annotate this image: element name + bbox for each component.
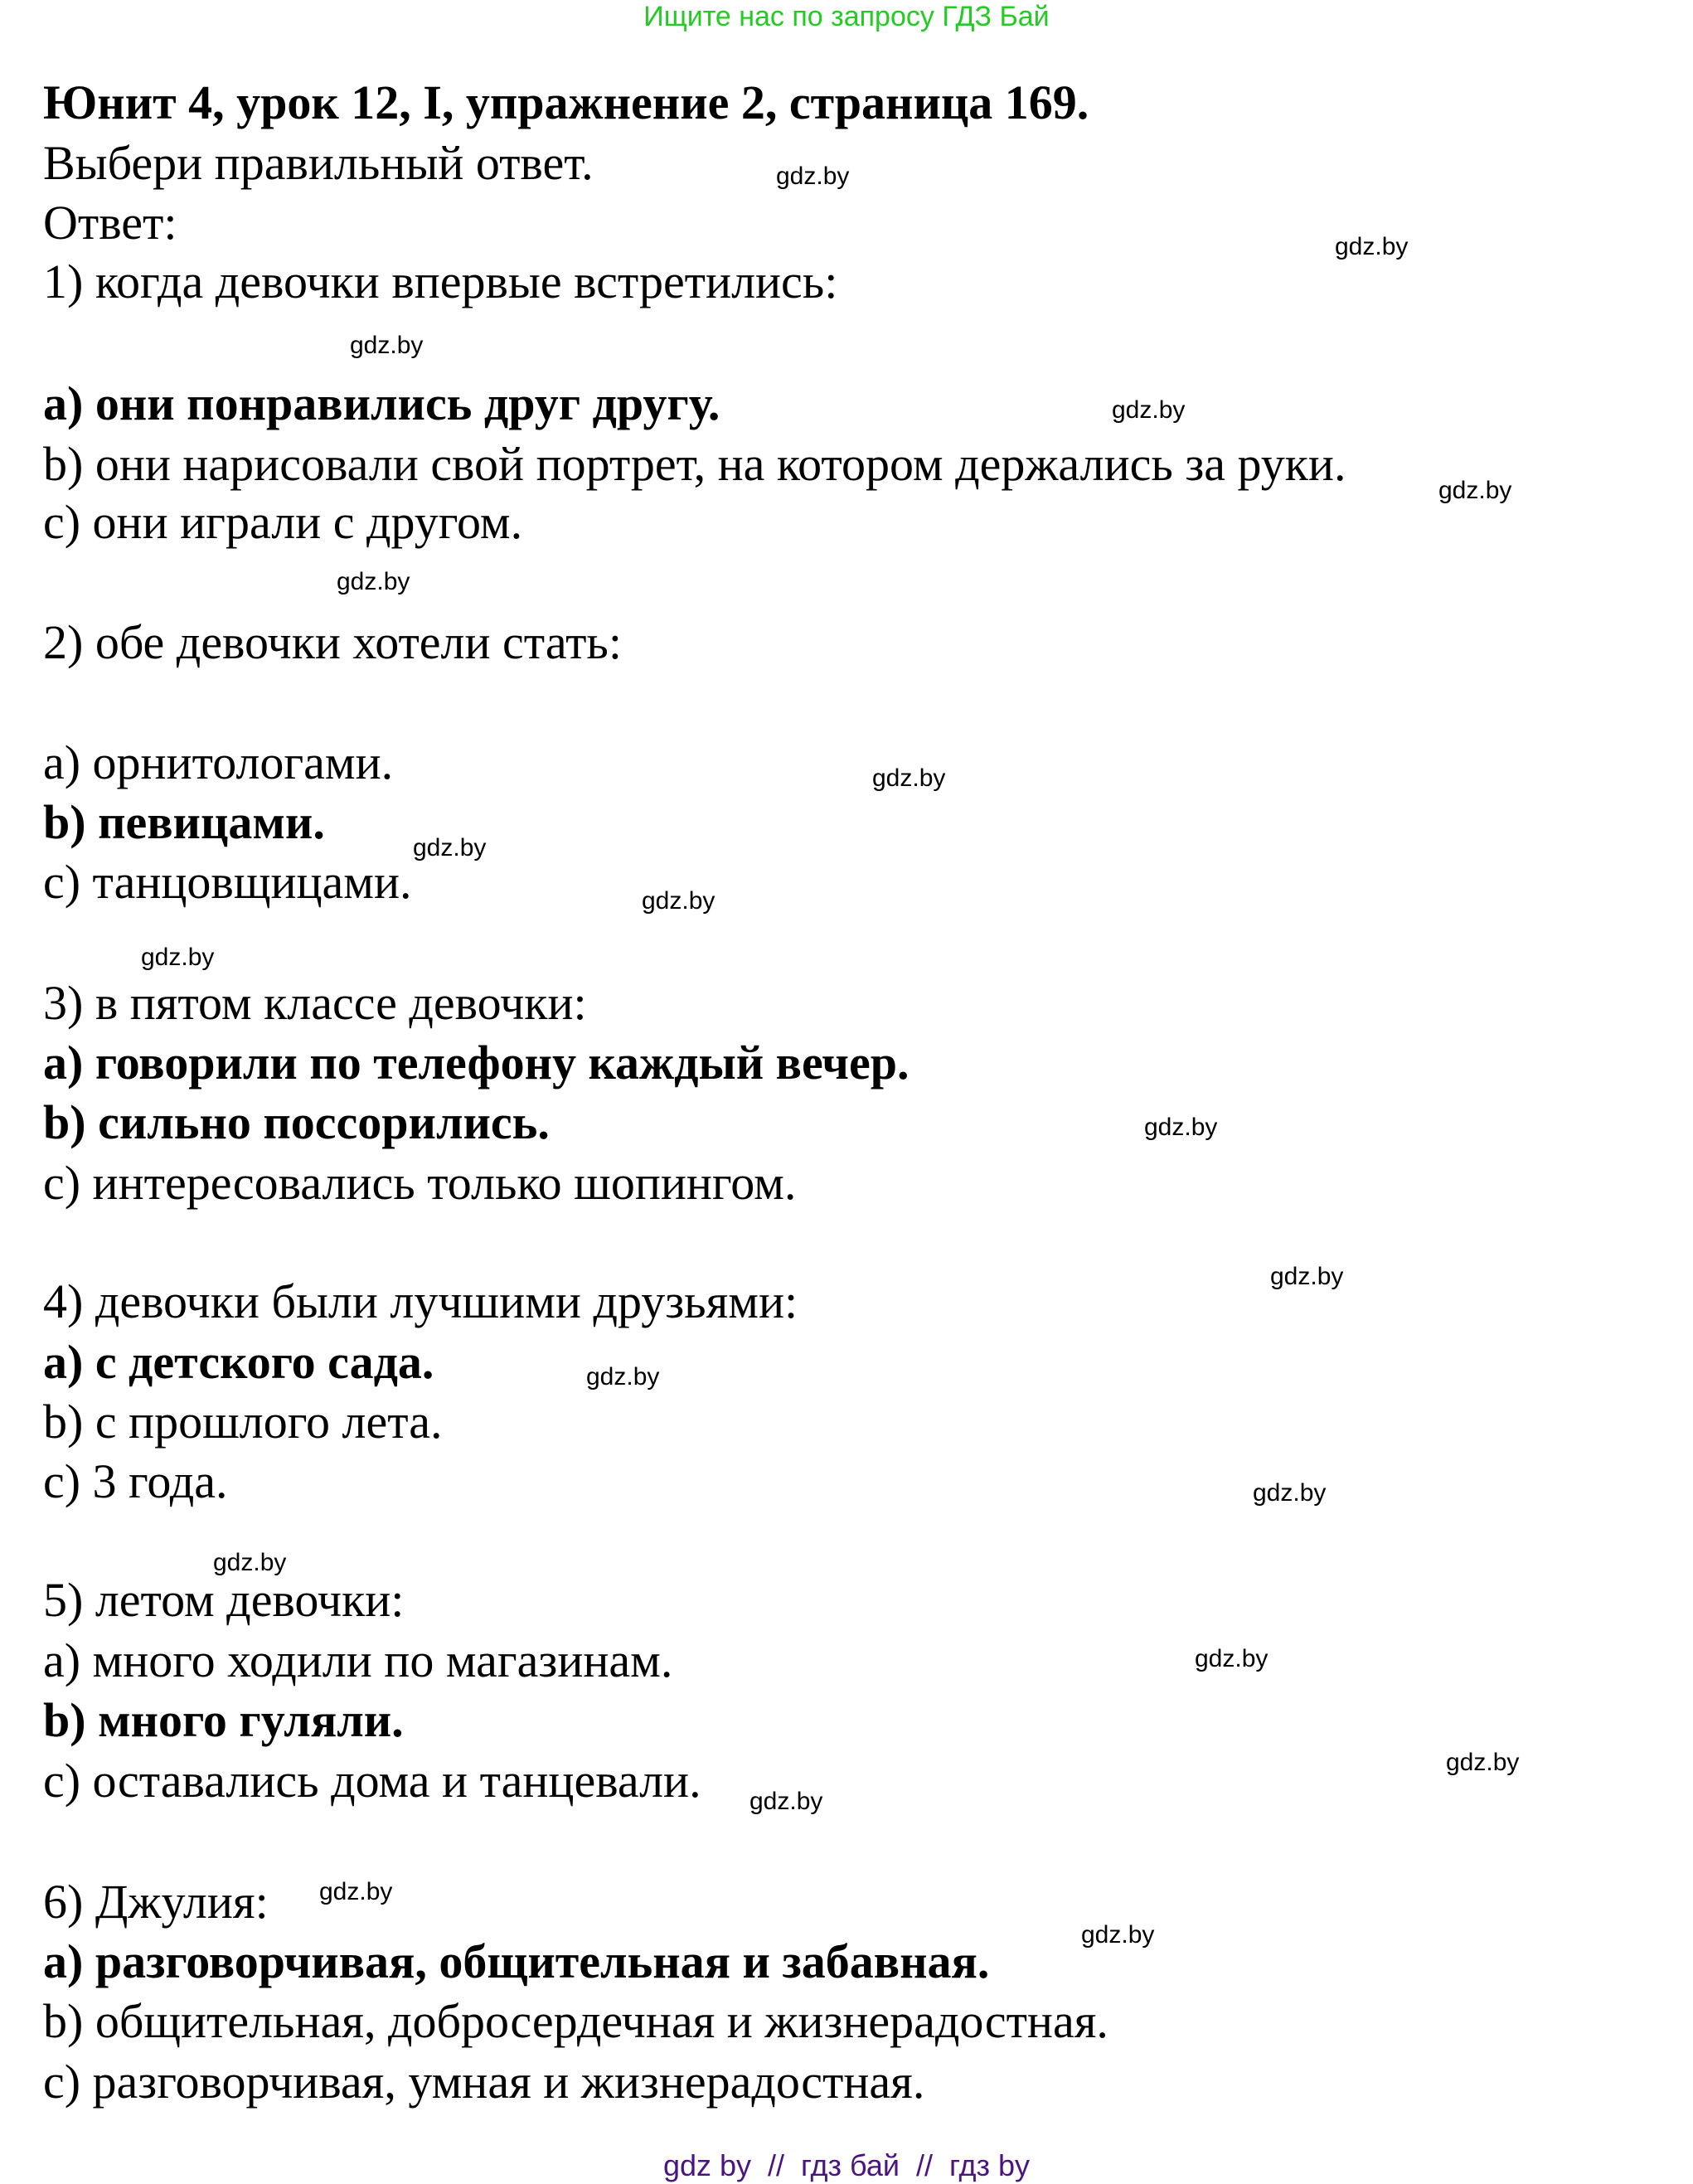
watermark: gdz.by [350,332,424,359]
watermark: gdz.by [776,163,850,190]
option: b) с прошлого лета. [43,1395,443,1449]
option: a) орнитологами. [43,735,394,789]
option: c) интересовались только шопингом. [43,1156,797,1210]
question-prompt: 5) летом девочки: [43,1573,405,1627]
watermark: gdz.by [749,1788,823,1815]
watermark: gdz.by [413,834,487,861]
watermark: gdz.by [1446,1749,1520,1776]
watermark: gdz.by [1144,1114,1218,1141]
option: a) много ходили по магазинам. [43,1633,673,1687]
question-prompt: 2) обе девочки хотели стать: [43,615,622,669]
option: c) оставались дома и танцевали. [43,1754,701,1808]
question-prompt: 4) девочки были лучшими друзьями: [43,1274,798,1328]
option: c) они играли с другом. [43,495,523,549]
option: c) разговорчивая, умная и жизнерадостная. [43,2055,925,2109]
watermark: gdz.by [213,1549,287,1576]
instruction-text: Выбери правильный ответ. [43,136,594,190]
watermark: gdz.by [1438,477,1512,504]
option: b) общительная, добросердечная и жизнерадостная. [43,1994,1108,2048]
watermark: gdz.by [1195,1645,1269,1672]
watermark: gdz.by [319,1878,393,1905]
question-prompt: 3) в пятом классе девочки: [43,976,587,1030]
header-banner: Ищите нас по запросу ГДЗ Бай [643,1,1050,32]
option: b) они нарисовали свой портрет, на котором держались за руки. [43,437,1346,491]
watermark: gdz.by [586,1363,660,1390]
watermark: gdz.by [337,568,410,595]
option-correct: a) говорили по телефону каждый вечер. [43,1036,910,1090]
answer-label: Ответ: [43,196,177,250]
question-prompt: 1) когда девочки впервые встретились: [43,255,838,308]
page-title: Юнит 4, урок 12, I, упражнение 2, страница 169. [43,75,1089,129]
question-prompt: 6) Джулия: [43,1875,269,1929]
option: c) танцовщицами. [43,855,412,909]
option: c) 3 года. [43,1454,228,1508]
footer-links: gdz by // гдз бай // гдз by [662,2148,1031,2182]
watermark: gdz.by [1270,1263,1344,1290]
option-correct: a) с детского сада. [43,1335,434,1389]
option-correct: b) много гуляли. [43,1693,404,1747]
watermark: gdz.by [1112,396,1186,424]
option-correct: a) разговорчивая, общительная и забавная. [43,1934,990,1988]
watermark: gdz.by [1253,1479,1327,1507]
watermark: gdz.by [141,944,215,971]
watermark: gdz.by [642,887,716,915]
option-correct: b) сильно поссорились. [43,1095,550,1149]
option-correct: a) они понравились друг другу. [43,376,720,430]
watermark: gdz.by [1335,233,1409,260]
watermark: gdz.by [1081,1921,1155,1949]
watermark: gdz.by [872,764,946,792]
option-correct: b) певицами. [43,795,325,849]
